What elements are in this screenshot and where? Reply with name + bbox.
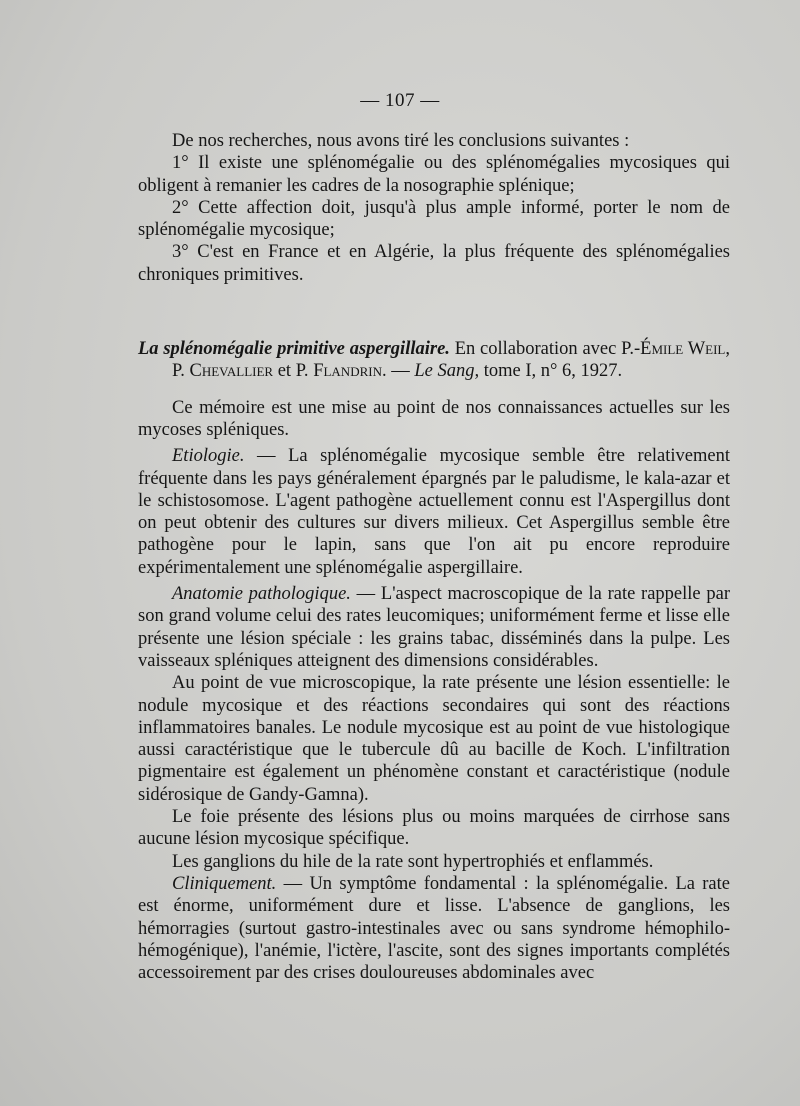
etiologie-paragraph <box>138 445 730 579</box>
reference-sep-3: . — <box>381 361 415 382</box>
bibliographic-reference <box>138 338 730 383</box>
reference-details: tome I, n° 6, 1927. <box>479 361 623 382</box>
anatomie-paragraph <box>138 583 730 672</box>
etiologie-heading: Etiologie. <box>172 446 245 467</box>
reference-author-1: Émile Weil <box>640 339 726 360</box>
page-number: — 107 — <box>360 90 440 111</box>
reference-title: La splénomégalie primitive aspergillaire. <box>138 339 450 360</box>
anatomie-text: — L'aspect macroscopique de la rate rappelle par son grand volume celui des rates leucomiques; uniformément ferme et lisse elle présente une lésion spéciale : les grains tabac, disséminés dans la pulpe. Les vaisseaux spléniques atteignent des dimensions considérables. <box>138 584 730 671</box>
reference-author-2: Chevallier <box>189 361 274 382</box>
clinique-text: — Un symptôme fondamental : la splénomégalie. La rate est énorme, uniformément dure et lisse. L'absence de ganglions, les hémorragies (surtout gastro-intestinales avec ou sans syndrome hémophilo-hémogénique), l'anémie, l'ictère, l'ascite, sont des signes importants complétés accessoirement par des crises douloureuses abdominales avec <box>138 873 730 984</box>
conclusions-intro: De nos recherches, nous avons tiré les conclusions suivantes : <box>172 131 630 151</box>
page-body <box>138 130 730 984</box>
reference-author-3: Flandrin <box>313 361 382 382</box>
reference-journal: Le Sang, <box>414 361 480 382</box>
conclusion-item-3: 3° C'est en France et en Algérie, la plus fréquente des splénomégalies chroniques primitives. <box>138 242 730 285</box>
conclusion-item-2: 2° Cette affection doit, jusqu'à plus ample informé, porter le nom de splénomégalie mycosique; <box>138 197 730 241</box>
clinique-heading: Cliniquement. <box>172 873 277 894</box>
summary-paragraph: Ce mémoire est une mise au point de nos connaissances actuelles sur les mycoses spléniques. <box>138 397 730 440</box>
reference-sep-1: , P. <box>172 339 730 382</box>
foie-paragraph: Le foie présente des lésions plus ou moins marquées de cirrhose sans aucune lésion mycosique spécifique. <box>138 807 730 850</box>
ganglions-paragraph: Les ganglions du hile de la rate sont hypertrophiés et enflammés. <box>172 851 654 872</box>
reference-sep-2: et P. <box>273 361 314 382</box>
clinique-paragraph <box>138 873 730 984</box>
anatomie-heading: Anatomie pathologique. <box>172 584 351 605</box>
microscopique-paragraph: Au point de vue microscopique, la rate présente une lésion essentielle: le nodule mycosique et des réactions secondaires qui sont des réactions inflammatoires banales. Le nodule mycosique est au point de vue histologique aussi caractéristique que le tubercule dû au bacille de Koch. L'infiltration pigmentaire est également un phénomène constant et caractéristique (nodule sidérosique de Gandy-Gamna). <box>138 673 730 805</box>
etiologie-text: — La splénomégalie mycosique semble être relativement fréquente dans les pays généralement épargnés par le paludisme, le kala-azar et le schistosomose. L'agent pathogène actuellement connu est l'Aspergillus dont on peut obtenir des cultures sur divers milieux. Cet Aspergillus semble être pathogène pour le lapin, sans que l'on ait pu encore reproduire expérimentalement une splénomégalie aspergillaire. <box>138 446 730 578</box>
reference-collab: En collaboration avec P.- <box>449 339 641 360</box>
conclusion-item-1: 1° Il existe une splénomégalie ou des splénomégalies mycosiques qui obligent à remanier les cadres de la nosographie splénique; <box>138 153 730 196</box>
